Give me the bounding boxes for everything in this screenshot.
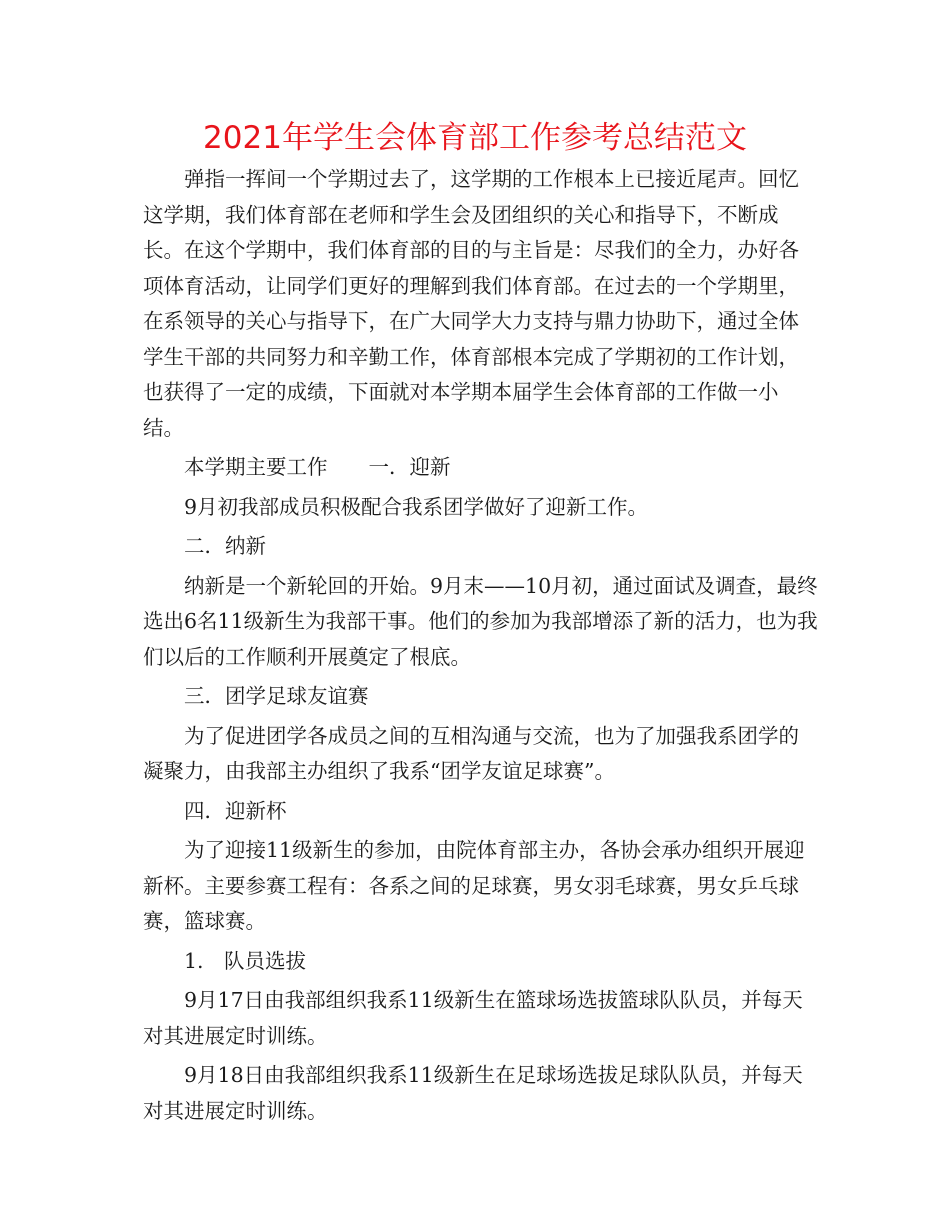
document-title: 2021年学生会体育部工作参考总结范文 [203, 120, 747, 156]
document-body [143, 162, 819, 1129]
intro-paragraph: 弹指一挥间一个学期过去了，这学期的工作根本上已接近尾声。回忆这学期，我们体育部在老师和学生会及团组织的关心和指导下，不断成长。在这个学期中，我们体育部的目的与主旨是：尽我们的全力，办好各项体育活动，让同学们更好的理解到我们体育部。在过去的一个学期里，在系领导的关心与指导下，在广大同学大力支持与鼎力协助下，通过全体学生干部的共同努力和辛勤工作，体育部根本完成了学期初的工作计划，也获得了一定的成绩，下面就对本学期本届学生会体育部的工作做一小结。 [143, 167, 799, 440]
welcome-cup-paragraph: 为了迎接11级新生的参加，由院体育部主办，各协会承办组织开展迎新杯。主要参赛工程有：各系之间的足球赛，男女羽毛球赛，男女乒乓球赛，篮球赛。 [143, 838, 805, 933]
section-heading-recruit: 二．纳新 [184, 534, 266, 558]
football-selection-paragraph: 9月18日由我部组织我系11级新生在足球场选拔足球队队员，并每天对其进展定时训练。 [143, 1063, 803, 1123]
subsection-heading-player-selection: 1. 队员选拔 [184, 948, 307, 973]
section-heading-welcome-cup: 四．迎新杯 [184, 798, 287, 823]
basketball-selection-paragraph: 9月17日由我部组织我系11级新生在篮球场选拔篮球队队员，并每天对其进展定时训练。 [143, 988, 803, 1048]
section-heading-welcome: 本学期主要工作 一．迎新 [184, 455, 451, 479]
section-heading-football-friendly: 三．团学足球友谊赛 [184, 684, 369, 708]
welcome-paragraph: 9月初我部成员积极配合我系团学做好了迎新工作。 [184, 494, 649, 519]
recruit-paragraph: 纳新是一个新轮回的开始。9月末——10月初，通过面试及调查，最终选出6名11级新生为我部干事。他们的参加为我部增添了新的活力，也为我们以后的工作顺利开展奠定了根底。 [143, 573, 818, 669]
football-friendly-paragraph: 为了促进团学各成员之间的互相沟通与交流，也为了加强我系团学的凝聚力，由我部主办组织了我系“团学友谊足球赛”。 [143, 723, 799, 783]
